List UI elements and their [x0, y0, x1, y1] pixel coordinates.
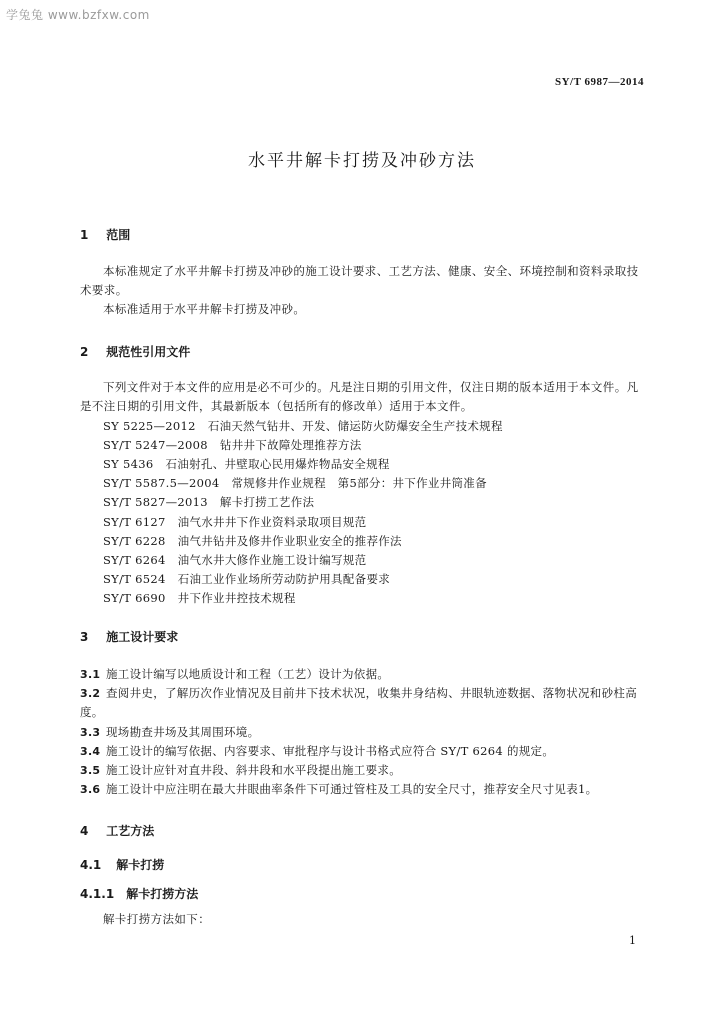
reference-item: [103, 437, 362, 453]
reference-item: [103, 571, 390, 587]
clause-item: [80, 780, 642, 799]
reference-title: 钻井井下故障处理推荐方法: [219, 438, 362, 452]
paragraph: 下列文件对于本文件的应用是必不可少的。凡是注日期的引用文件，仅注日期的版本适用于本文件。凡是不注日期的引用文件，其最新版本（包括所有的修改单）适用于本文件。: [80, 380, 639, 413]
reference-title: 石油工业作业场所劳动防护用具配备要求: [177, 572, 391, 586]
reference-title: 石油天然气钻井、开发、储运防火防爆安全生产技术规程: [207, 419, 503, 433]
reference-title: 常规修井作业规程 第5部分：井下作业井筒准备: [231, 476, 487, 490]
reference-item: [103, 494, 314, 510]
reference-code: SY/T 6690: [103, 591, 166, 605]
section-number: 3: [80, 630, 89, 644]
paragraph: 解卡打捞方法如下：: [103, 912, 211, 926]
section-number: 2: [80, 345, 89, 359]
section-number: 1: [80, 228, 89, 242]
reference-code: SY/T 5827—2013: [103, 495, 208, 509]
section-number: 4: [80, 824, 89, 838]
reference-item: [103, 456, 390, 472]
standard-code: SY/T 6987—2014: [554, 76, 644, 88]
clause-number: 3.3: [80, 726, 101, 739]
clause-item: [80, 723, 642, 742]
reference-item: [103, 590, 296, 606]
reference-code: SY/T 6127: [103, 515, 166, 529]
reference-code: SY/T 6524: [103, 572, 166, 586]
section-3-heading: [80, 628, 178, 645]
reference-code: SY/T 6228: [103, 534, 166, 548]
section-number: 4.1.1: [80, 887, 115, 901]
clause-text: 施工设计编写以地质设计和工程（工艺）设计为依据。: [106, 667, 390, 681]
clause-text: 查阅井史，了解历次作业情况及目前井下技术状况，收集井身结构、井眼轨迹数据、落物状况和砂柱高度。: [80, 686, 637, 719]
watermark: 学兔兔 www.bzfxw.com: [6, 8, 150, 22]
reference-code: SY/T 5247—2008: [103, 438, 208, 452]
clause-text: 施工设计的编写依据、内容要求、审批程序与设计书格式应符合 SY/T 6264 的规定。: [106, 744, 555, 758]
reference-code: SY/T 6264: [103, 553, 166, 567]
clause-number: 3.5: [80, 764, 101, 777]
clause-text: 施工设计应针对直井段、斜井段和水平段提出施工要求。: [106, 763, 401, 777]
clause-text: 施工设计中应注明在最大井眼曲率条件下可通过管柱及工具的安全尺寸，推荐安全尺寸见表1。: [106, 782, 598, 796]
page-number: 1: [629, 934, 636, 947]
reference-title: 石油射孔、井壁取心民用爆炸物品安全规程: [165, 457, 390, 471]
clause-item: [80, 665, 642, 684]
paragraph: 本标准适用于水平井解卡打捞及冲砂。: [103, 302, 306, 316]
subsection-4-1-heading: [80, 856, 164, 873]
reference-code: SY/T 5587.5—2004: [103, 476, 220, 490]
section-title: 解卡打捞方法: [126, 887, 199, 901]
reference-title: 井下作业井控技术规程: [177, 591, 296, 605]
clause-number: 3.1: [80, 668, 101, 681]
clause-number: 3.6: [80, 783, 101, 796]
reference-item: [103, 533, 402, 549]
clause-item: [80, 761, 642, 780]
clause-text: 现场勘查井场及其周围环境。: [106, 725, 260, 739]
paragraph: 本标准规定了水平井解卡打捞及冲砂的施工设计要求、工艺方法、健康、安全、环境控制和资料录取技术要求。: [80, 264, 639, 297]
section-title: 解卡打捞: [116, 858, 165, 872]
reference-title: 解卡打捞工艺作法: [219, 495, 315, 509]
reference-code: SY 5225—2012: [103, 419, 196, 433]
section-number: 4.1: [80, 858, 102, 872]
document-title: 水平井解卡打捞及冲砂方法: [248, 151, 476, 171]
reference-code: SY 5436: [103, 457, 154, 471]
reference-title: 油气井钻井及修井作业职业安全的推荐作法: [177, 534, 402, 548]
clause-item: [80, 684, 642, 722]
clause-number: 3.4: [80, 745, 101, 758]
section-title: 工艺方法: [106, 824, 155, 838]
reference-item: [103, 514, 366, 530]
reference-title: 油气水井井下作业资料录取项目规范: [177, 515, 367, 529]
section-4-heading: [80, 822, 154, 839]
section-1-heading: [80, 226, 130, 243]
clause-number: 3.2: [80, 687, 101, 700]
reference-item: [103, 418, 503, 434]
section-title: 规范性引用文件: [106, 345, 191, 359]
section-2-heading: [80, 343, 190, 360]
reference-title: 油气水井大修作业施工设计编写规范: [177, 553, 367, 567]
reference-item: [103, 552, 366, 568]
subsection-4-1-1-heading: [80, 885, 198, 902]
section-title: 施工设计要求: [106, 630, 179, 644]
reference-item: [103, 475, 487, 491]
clause-item: [80, 742, 642, 761]
section-title: 范围: [106, 228, 131, 242]
